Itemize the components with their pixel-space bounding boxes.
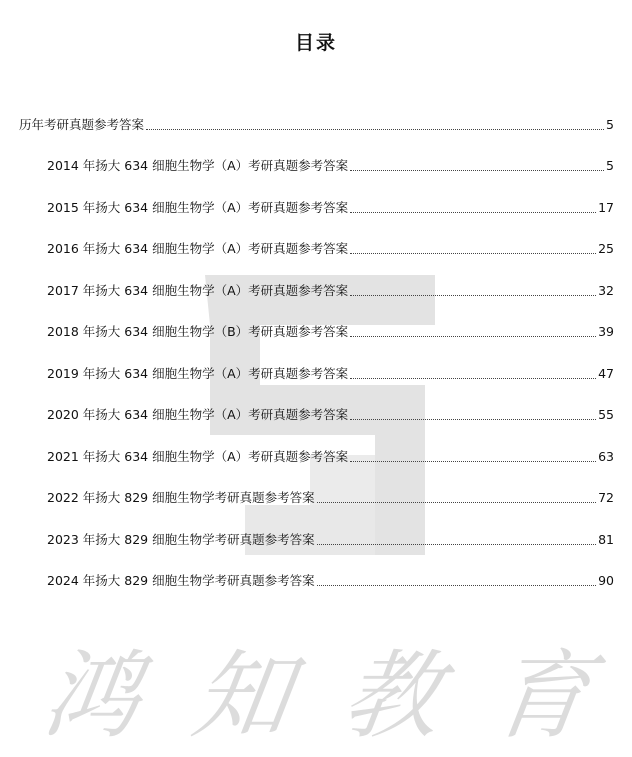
toc-entry-label: 2017 年扬大 634 细胞生物学（A）考研真题参考答案	[47, 283, 349, 298]
toc-entry[interactable]	[47, 365, 614, 383]
toc-entry-label: 2018 年扬大 634 细胞生物学（B）考研真题参考答案	[47, 324, 349, 339]
toc-entry-page: 32	[598, 283, 614, 298]
toc-entry[interactable]	[47, 323, 614, 341]
toc-entry-page: 72	[598, 490, 614, 505]
toc-leader-dots	[146, 129, 604, 130]
toc-leader-dots	[350, 419, 596, 420]
toc-entry-page: 5	[606, 117, 614, 132]
toc-entry-page: 39	[598, 324, 614, 339]
toc-entry-page: 5	[606, 158, 614, 173]
toc-entry-page: 55	[598, 407, 614, 422]
toc-leader-dots	[350, 212, 596, 213]
toc-entry[interactable]	[47, 572, 614, 590]
toc-entry-label: 2019 年扬大 634 细胞生物学（A）考研真题参考答案	[47, 366, 349, 381]
toc-entry-page: 90	[598, 573, 614, 588]
toc-leader-dots	[350, 253, 596, 254]
toc-entry[interactable]	[47, 406, 614, 424]
toc-entry-label: 2016 年扬大 634 细胞生物学（A）考研真题参考答案	[47, 241, 349, 256]
toc-entry-page: 81	[598, 532, 614, 547]
toc-entry[interactable]	[19, 116, 614, 134]
toc-entry[interactable]	[47, 531, 614, 549]
watermark-char: 教	[336, 639, 452, 752]
toc-leader-dots	[317, 585, 597, 586]
toc-entry-page: 17	[598, 200, 614, 215]
toc-leader-dots	[317, 544, 597, 545]
toc-leader-dots	[350, 336, 596, 337]
watermark-char: 育	[486, 639, 602, 752]
toc-leader-dots	[350, 461, 596, 462]
toc-entry-label: 2020 年扬大 634 细胞生物学（A）考研真题参考答案	[47, 407, 349, 422]
toc-entry-label: 2023 年扬大 829 细胞生物学考研真题参考答案	[47, 532, 315, 547]
toc-entry-label: 2015 年扬大 634 细胞生物学（A）考研真题参考答案	[47, 200, 349, 215]
toc-entry[interactable]	[47, 448, 614, 466]
toc-leader-dots	[350, 378, 596, 379]
toc-entry[interactable]	[47, 157, 614, 175]
toc-entry[interactable]	[47, 282, 614, 300]
watermark-char: 鸿	[36, 639, 152, 752]
toc-entry-label: 2022 年扬大 829 细胞生物学考研真题参考答案	[47, 490, 315, 505]
toc-entry-page: 63	[598, 449, 614, 464]
toc-entry[interactable]	[47, 199, 614, 217]
page-title: 目录	[294, 32, 337, 54]
toc-leader-dots	[317, 502, 597, 503]
watermark-char: 知	[186, 639, 302, 752]
toc-entry-label: 2014 年扬大 634 细胞生物学（A）考研真题参考答案	[47, 158, 349, 173]
toc-leader-dots	[350, 170, 604, 171]
toc-entry-label: 2021 年扬大 634 细胞生物学（A）考研真题参考答案	[47, 449, 349, 464]
toc-entry-label: 历年考研真题参考答案	[19, 117, 145, 132]
toc-entry-label: 2024 年扬大 829 细胞生物学考研真题参考答案	[47, 573, 315, 588]
toc-leader-dots	[350, 295, 596, 296]
toc-entry-page: 25	[598, 241, 614, 256]
watermark-text	[20, 628, 620, 752]
toc-entry[interactable]	[47, 489, 614, 507]
toc-entry[interactable]	[47, 240, 614, 258]
toc-entry-page: 47	[598, 366, 614, 381]
